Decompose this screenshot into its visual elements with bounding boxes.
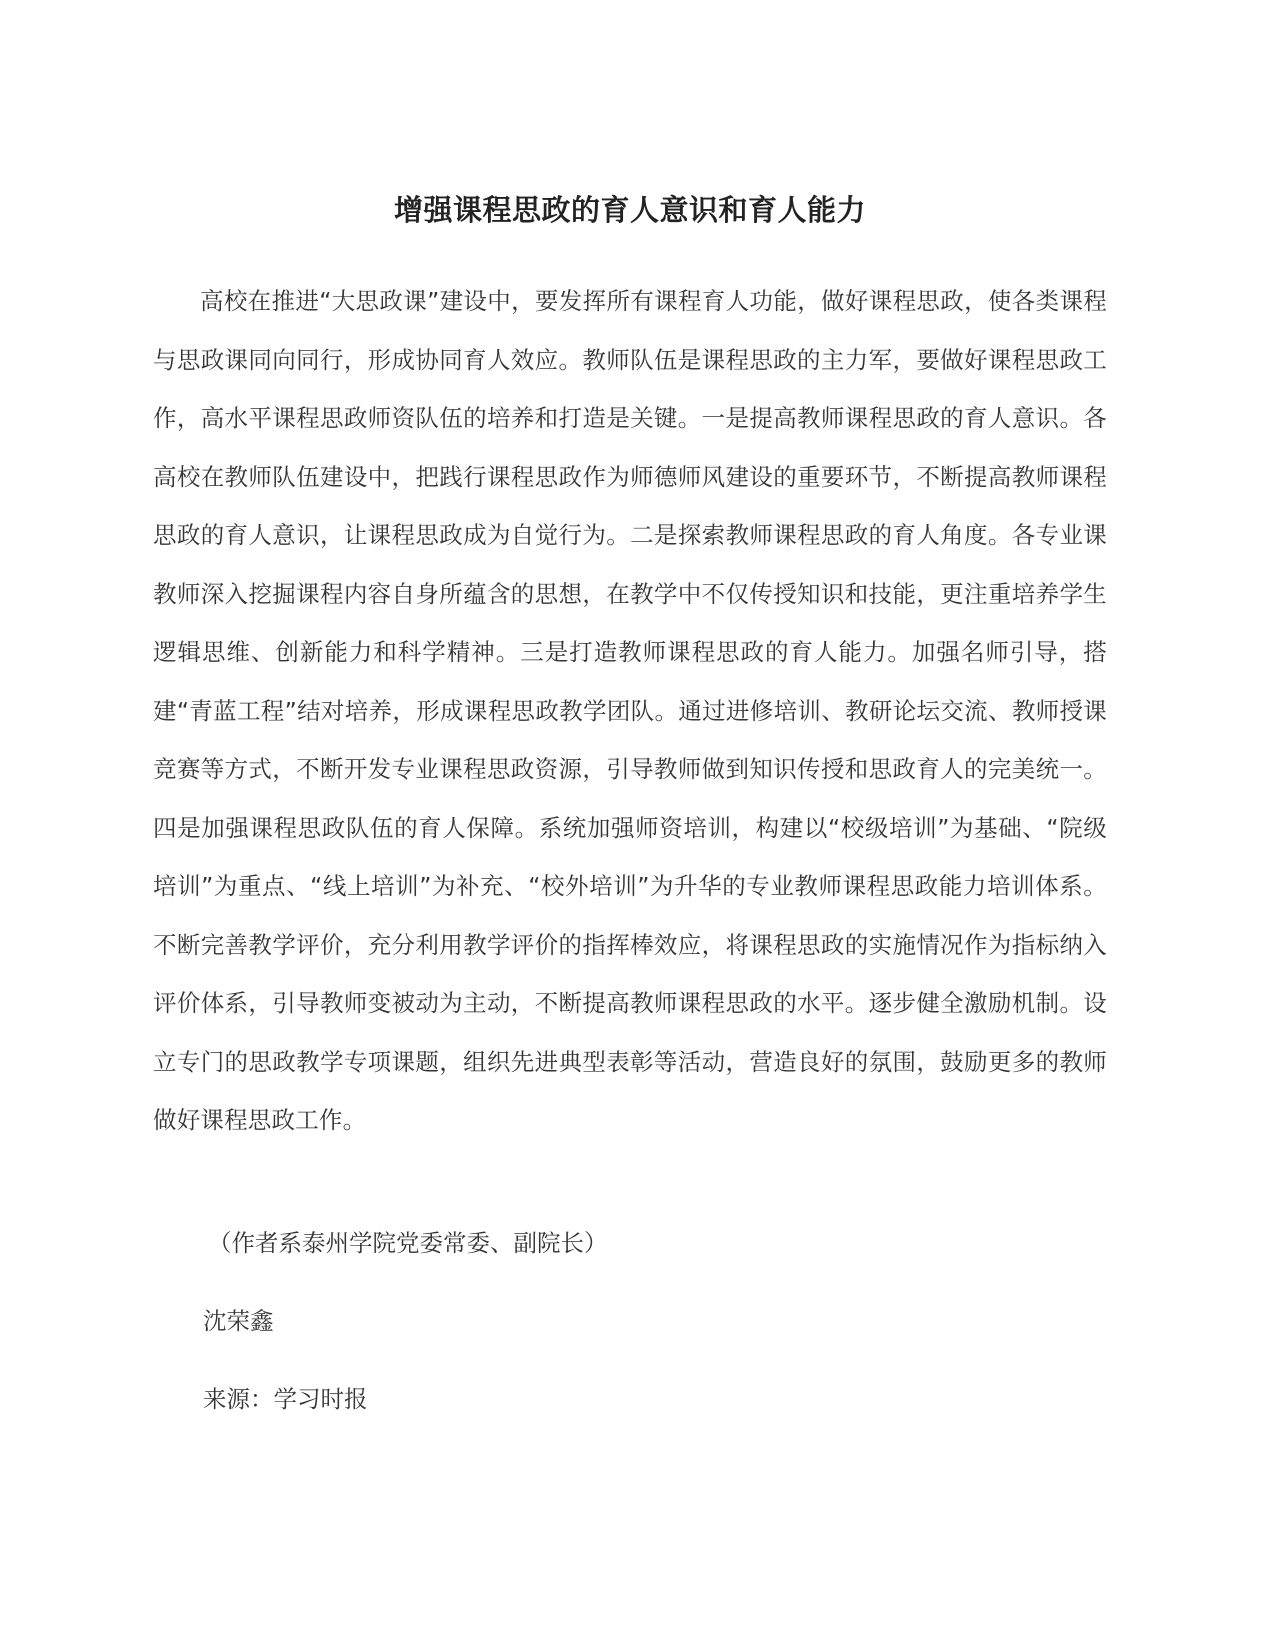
- article-title: 增强课程思政的育人意识和育人能力: [393, 193, 866, 227]
- article-body: 高校在推进“大思政课”建设中，要发挥所有课程育人功能，做好课程思政，使各类课程与思政课同向同行，形成协同育人效应。教师队伍是课程思政的主力军，要做好课程思政工作，高水平课程思政师资队伍的培养和打造是关键。一是提高教师课程思政的育人意识。各高校在教师队伍建设中，把践行课程思政作为师德师风建设的重要环节，不断提高教师课程思政的育人意识，让课程思政成为自觉行为。二是探索教师课程思政的育人角度。各专业课教师深入挖掘课程内容自身所蕴含的思想，在教学中不仅传授知识和技能，更注重培养学生逻辑思维、创新能力和科学精神。三是打造教师课程思政的育人能力。加强名师引导，搭建“青蓝工程”结对培养，形成课程思政教学团队。通过进修培训、教研论坛交流、教师授课竞赛等方式，不断开发专业课程思政资源，引导教师做到知识传授和思政育人的完美统一。四是加强课程思政队伍的育人保障。系统加强师资培训，构建以“校级培训”为基础、“院级培训”为重点、“线上培训”为补充、“校外培训”为升华的专业教师课程思政能力培训体系。不断完善教学评价，充分利用教学评价的指挥棒效应，将课程思政的实施情况作为指标纳入评价体系，引导教师变被动为主动，不断提高教师课程思政的水平。逐步健全激励机制。设立专门的思政教学专项课题，组织先进典型表彰等活动，营造良好的氛围，鼓励更多的教师做好课程思政工作。: [153, 287, 1107, 1134]
- source-line: 来源：学习时报: [203, 1385, 368, 1413]
- author-note: （作者系泰州学院党委常委、副院长）: [208, 1229, 608, 1257]
- author-name: 沈荣鑫: [203, 1307, 274, 1335]
